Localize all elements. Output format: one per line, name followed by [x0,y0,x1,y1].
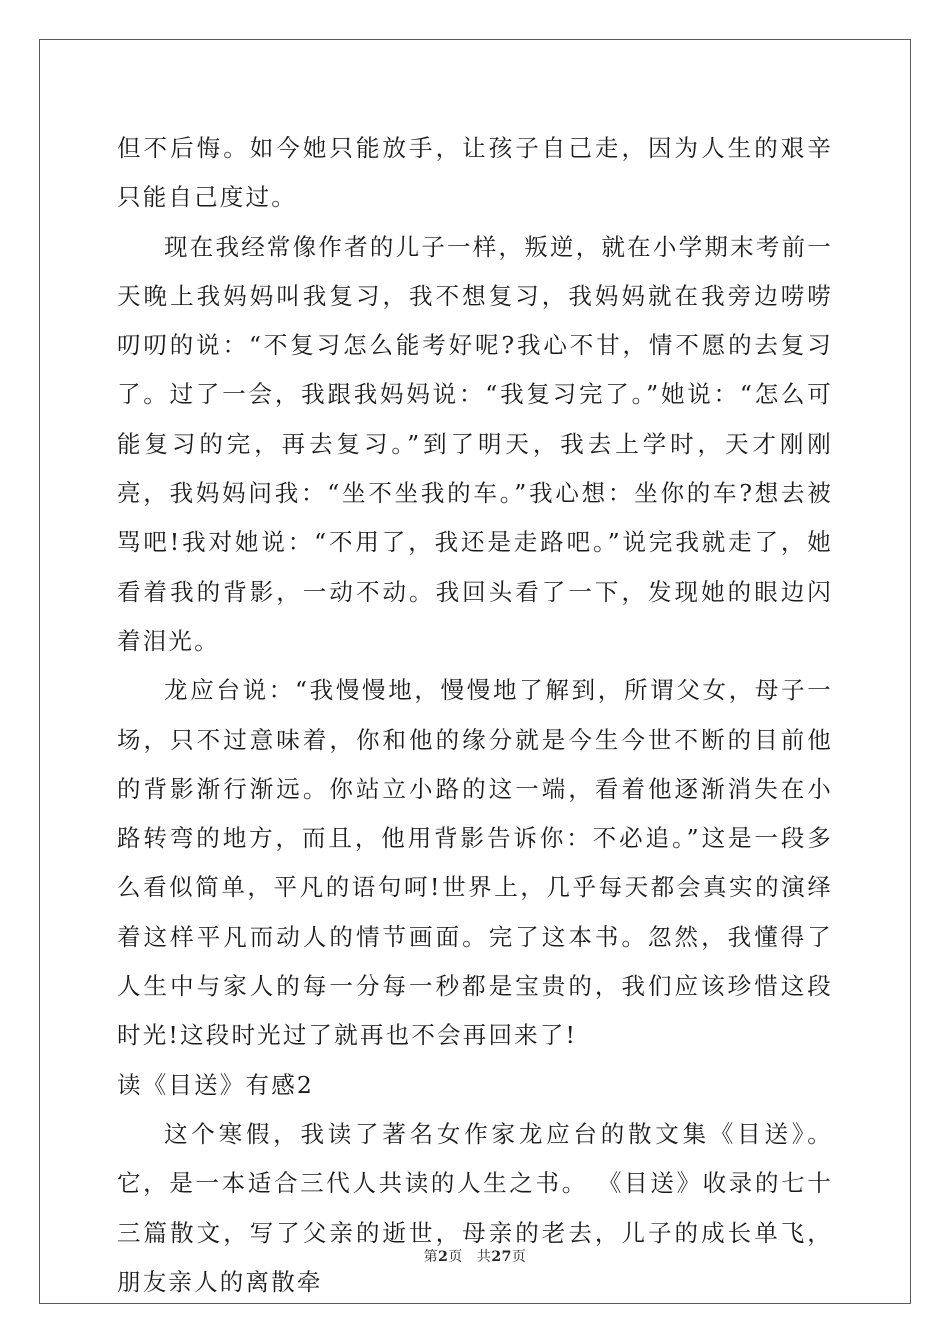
paragraph-1: 但不后悔。如今她只能放手，让孩子自己走，因为人生的艰辛只能自己度过。 [117,134,833,212]
paragraph-3: 龙应台说：“我慢慢地，慢慢地了解到，所谓父女，母子一场，只不过意味着，你和他的缘分就是今生今世不断的目前他的背影渐行渐远。你站立小路的这一端，看着他逐渐消失在小路转弯的地方，而且，他用背影告诉你：不必追。”这是一段多么看似简单，平凡的语句呵!世界上，几乎每天都会真实的演绎着这样平凡而动人的情节画面。完了这本书。忽然，我懂得了人生中与家人的每一分每一秒都是宝贵的，我们应该珍惜这段时光!这段时光过了就再也不会再回来了! [117,676,833,1050]
paragraph-2: 现在我经常像作者的儿子一样，叛逆，就在小学期末考前一天晚上我妈妈叫我复习，我不想复习，我妈妈就在我旁边唠唠叨叨的说：“不复习怎么能考好呢?我心不甘，情不愿的去复习了。过了一会，我跟我妈妈说：“我复习完了。”她说：“怎么可能复习的完，再去复习。”到了明天，我去上学时，天才刚刚亮，我妈妈问我：“坐不坐我的车。”我心想：坐你的车?想去被骂吧!我对她说：“不用了，我还是走路吧。”说完我就走了，她看着我的背影，一动不动。我回头看了一下，发现她的眼边闪着泪光。 [117,232,833,655]
page-footer [0,1246,950,1266]
paragraph-4: 这个寒假，我读了著名女作家龙应台的散文集《目送》。它，是一本适合三代人共读的人生之书。 《目送》收录的七十三篇散文，写了父亲的逝世，母亲的老去，儿子的成长单飞，朋友亲人的离散牵 [117,1119,833,1296]
page-unit: 页 [448,1249,463,1265]
page-current: 2 [438,1249,449,1265]
page-prefix: 第 [423,1249,439,1265]
section-heading: 读《目送》有感2 [117,1070,315,1099]
page-total: 27 [491,1249,512,1265]
total-prefix: 共 [476,1249,492,1265]
document-body [117,124,833,1307]
total-unit: 页 [511,1249,527,1265]
